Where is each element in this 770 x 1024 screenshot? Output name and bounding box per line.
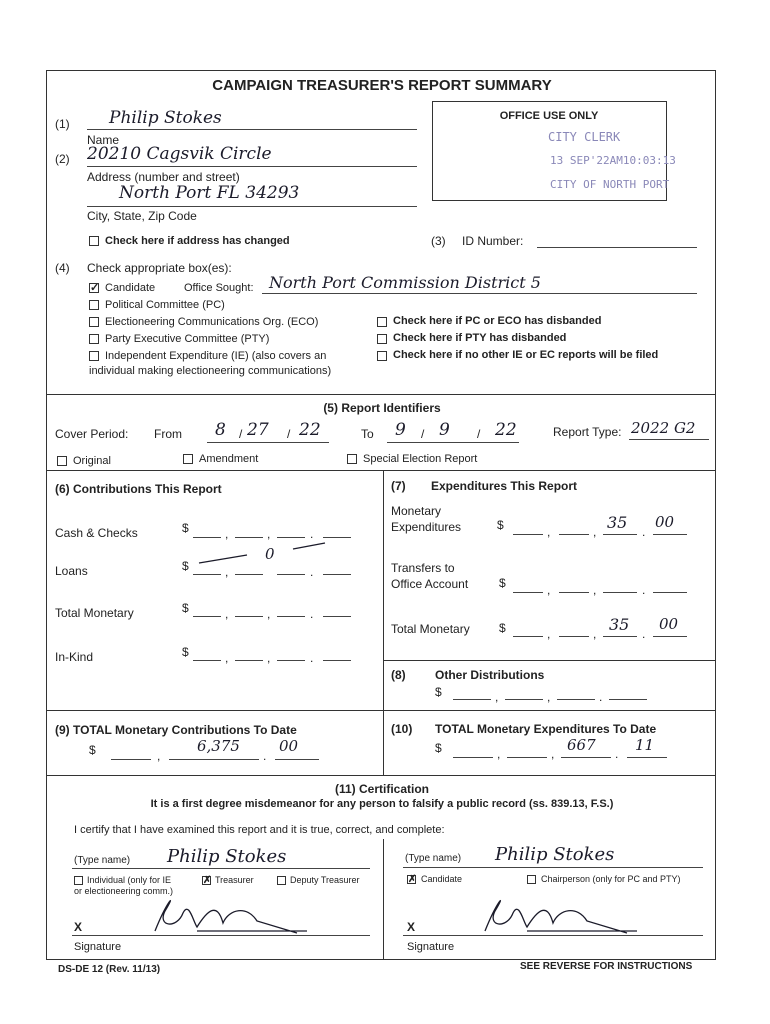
instructions-note: SEE REVERSE FOR INSTRUCTIONS — [520, 961, 693, 972]
total-monetary-contrib-label: Total Monetary — [55, 606, 134, 620]
amendment-checkbox[interactable] — [183, 454, 193, 464]
certify-statement: I certify that I have examined this report and it is true, correct, and complete: — [74, 824, 445, 836]
loans-label: Loans — [55, 564, 88, 578]
pty-checkbox[interactable] — [89, 334, 99, 344]
total-exp-to-date-heading: TOTAL Monetary Expenditures To Date — [435, 722, 657, 736]
chairperson-checkbox[interactable] — [527, 875, 536, 884]
section-2-number: (2) — [55, 152, 70, 166]
monetary-exp-line-1: Monetary — [391, 504, 442, 518]
total-contrib-value[interactable]: 6,375 — [197, 737, 240, 755]
stamp-line-2: 13 SEP'22AM10:03:13 — [550, 154, 676, 167]
right-type-name-label: (Type name) — [405, 853, 462, 864]
special-election-checkbox[interactable] — [347, 454, 357, 464]
cash-field-cents[interactable] — [323, 537, 351, 538]
individual-checkbox[interactable] — [74, 876, 83, 885]
pty-label: Party Executive Committee (PTY) — [105, 333, 270, 345]
treasurer-label: Treasurer — [215, 875, 254, 885]
section-8-number: (8) — [391, 668, 406, 682]
deputy-treasurer-checkbox[interactable] — [277, 876, 286, 885]
left-signature[interactable] — [137, 891, 317, 941]
from-year[interactable]: 22 — [299, 420, 321, 440]
report-type-value[interactable]: 2022 G2 — [631, 419, 696, 437]
pc-label: Political Committee (PC) — [105, 299, 225, 311]
total-exp-value[interactable]: 667 — [567, 736, 596, 754]
id-number-field[interactable] — [537, 247, 697, 248]
in-kind-label: In-Kind — [55, 650, 94, 664]
certification-heading: (11) Certification — [334, 782, 430, 796]
amendment-label: Amendment — [199, 453, 259, 465]
office-sought-label: Office Sought: — [184, 282, 254, 294]
candidate-cert-checkbox[interactable]: ✗ — [408, 874, 417, 885]
left-typed-name[interactable]: Philip Stokes — [167, 846, 287, 867]
cash-field-3[interactable] — [277, 537, 305, 538]
right-signature[interactable] — [467, 891, 647, 941]
address-changed-label: Check here if address has changed — [105, 235, 290, 247]
disband-pc-label: Check here if PC or ECO has disbanded — [393, 315, 602, 327]
monetary-exp-cents[interactable]: 00 — [655, 513, 675, 531]
cover-period-label: Cover Period: — [55, 427, 129, 441]
right-signature-label: Signature — [407, 941, 455, 953]
left-type-name-label: (Type name) — [74, 855, 131, 866]
ie-label-line-1: Independent Expenditure (IE) (also covers an — [105, 350, 327, 362]
right-x-mark: X — [407, 920, 416, 934]
report-identifiers-heading: (5) Report Identifiers — [323, 401, 441, 415]
from-label: From — [154, 427, 182, 441]
individual-label-1: Individual (only for IE — [87, 875, 172, 885]
candidate-label: Candidate — [105, 282, 156, 294]
no-other-checkbox[interactable] — [377, 351, 387, 361]
total-monetary-exp-cents[interactable]: 00 — [659, 615, 679, 633]
total-monetary-exp-value[interactable]: 35 — [609, 615, 630, 634]
deputy-treasurer-label: Deputy Treasurer — [290, 875, 360, 885]
stamp-line-3: CITY OF NORTH PORT — [550, 178, 670, 191]
from-month[interactable]: 8 — [215, 420, 226, 440]
misdemeanor-warning: It is a first degree misdemeanor for any person to falsify a public record (ss. 839.13, F.S.) — [150, 798, 614, 810]
campaign-report-form: CAMPAIGN TREASURER'S REPORT SUMMARY OFFICE USE ONLY CITY CLERK 13 SEP'22AM10:03:13 CITY OF NORTH PORT (1) Philip Stokes Name (2) 20210 Cagsvik Circle Address (number and street) North Port FL 34293 City, State, Zip Code Check here if address has changed (3) ID Number: (4) Check appropriate box(es): ✓ Candidate Office Sought: North Port Commission District 5 Political Committee (PC) Electioneering Communications Org. (ECO) Party Executive Committee (PTY) Independent Expenditure (IE) (also covers an individual making electioneering communications) Check here if PC or ECO has disbanded Check here if PTY has disbanded Check here if no other IE or EC reports will be filed (5) Report Identifiers Cover Period: From 8 / 27 / 22 To 9 / 9 / 22 Report Type: 2022 G2 Original Amendment Special Election Report (6) Contributions This Report Cash & Checks $ , , . Loans $ , 0 . Total Monetary $ , , . In-Kind $ , , . (7) Expenditures This Report Monetary Expenditures $ , , 35 . 00 Transfers to Office Account $ , , . Total Monetary $ , , 35 . 00 (8) Other Distributions $ , , . (9) TOTAL Monetary Contributions To Date $ , 6,375 . 00 (10) TOTAL Monetary Expenditures To Date $ , , 667 . 11 (11) Certification It is a first degree misdemeanor for any person to falsify a public record (ss. 839.13, F.S.) I certify that I have examined this report and it is true, correct, and complete: (Type name) Philip Stokes Individual (only for IE or electioneering comm.) ✗ Treasurer Deputy Treasurer X Signature (Type name) Philip Stokes ✗ Candidate Chairperson (only for PC and PTY) X Signature — [46, 70, 716, 960]
section-1-number: (1) — [55, 117, 70, 131]
address-label: Address (number and street) — [87, 170, 240, 184]
candidate-cert-label: Candidate — [421, 874, 463, 884]
loans-strike-mark — [197, 541, 327, 569]
original-label: Original — [73, 455, 111, 467]
office-use-label: OFFICE USE ONLY — [499, 110, 599, 122]
name-label: Name — [87, 133, 120, 147]
section-10-number: (10) — [391, 722, 413, 736]
office-use-box — [432, 101, 676, 201]
section-3-number: (3) — [431, 234, 446, 248]
city-value[interactable]: North Port FL 34293 — [119, 183, 300, 203]
transfers-line-1: Transfers to — [391, 561, 455, 575]
treasurer-checkbox[interactable]: ✗ — [203, 875, 212, 886]
original-checkbox[interactable] — [57, 456, 67, 466]
no-other-label: Check here if no other IE or EC reports will be filed — [393, 349, 659, 361]
left-x-mark: X — [74, 920, 83, 934]
monetary-exp-line-2: Expenditures — [391, 520, 462, 534]
report-type-label: Report Type: — [553, 425, 622, 439]
form-title: CAMPAIGN TREASURER'S REPORT SUMMARY — [212, 77, 552, 94]
city-label: City, State, Zip Code — [87, 209, 197, 223]
form-id: DS-DE 12 (Rev. 11/13) — [58, 964, 161, 975]
check-boxes-label: Check appropriate box(es): — [87, 261, 232, 275]
to-year[interactable]: 22 — [495, 420, 517, 440]
transfers-line-2: Office Account — [391, 577, 469, 591]
cash-checks-label: Cash & Checks — [55, 526, 138, 540]
contributions-heading: (6) Contributions This Report — [55, 482, 222, 496]
candidate-checkbox[interactable]: ✓ — [90, 282, 100, 294]
to-label: To — [361, 427, 374, 441]
disband-pty-label: Check here if PTY has disbanded — [393, 332, 567, 344]
section-7-number: (7) — [391, 479, 406, 493]
total-contrib-cents[interactable]: 00 — [279, 737, 299, 755]
monetary-exp-value[interactable]: 35 — [607, 513, 628, 532]
stamp-line-1: CITY CLERK — [548, 130, 621, 144]
individual-label-2: or electioneering comm.) — [74, 886, 174, 896]
to-day[interactable]: 9 — [439, 420, 450, 440]
special-election-label: Special Election Report — [363, 453, 478, 465]
cash-field-2[interactable] — [235, 537, 263, 538]
eco-label: Electioneering Communications Org. (ECO) — [105, 316, 319, 328]
total-monetary-exp-label: Total Monetary — [391, 622, 470, 636]
section-4-number: (4) — [55, 261, 70, 275]
disband-pty-checkbox[interactable] — [377, 334, 387, 344]
address-changed-checkbox[interactable] — [89, 236, 99, 246]
from-day[interactable]: 27 — [247, 420, 269, 440]
name-value[interactable]: Philip Stokes — [109, 108, 222, 128]
total-contrib-to-date-heading: (9) TOTAL Monetary Contributions To Date — [55, 723, 297, 737]
total-exp-cents[interactable]: 11 — [635, 736, 655, 754]
cash-field-1[interactable] — [193, 537, 221, 538]
ie-label-line-2: individual making electioneering communications) — [89, 365, 332, 377]
pc-checkbox[interactable] — [89, 300, 99, 310]
chairperson-label: Chairperson (only for PC and PTY) — [541, 874, 681, 884]
to-month[interactable]: 9 — [395, 420, 406, 440]
other-distributions-heading: Other Distributions — [435, 668, 545, 682]
disband-pc-checkbox[interactable] — [377, 317, 387, 327]
left-signature-label: Signature — [74, 941, 122, 953]
id-number-label: ID Number: — [462, 234, 524, 248]
ie-checkbox[interactable] — [89, 351, 99, 361]
address-value[interactable]: 20210 Cagsvik Circle — [87, 144, 272, 164]
right-typed-name[interactable]: Philip Stokes — [495, 844, 615, 865]
office-sought-value[interactable]: North Port Commission District 5 — [269, 273, 541, 292]
loans-value[interactable]: 0 — [265, 545, 275, 563]
eco-checkbox[interactable] — [89, 317, 99, 327]
expenditures-heading: Expenditures This Report — [431, 479, 578, 493]
